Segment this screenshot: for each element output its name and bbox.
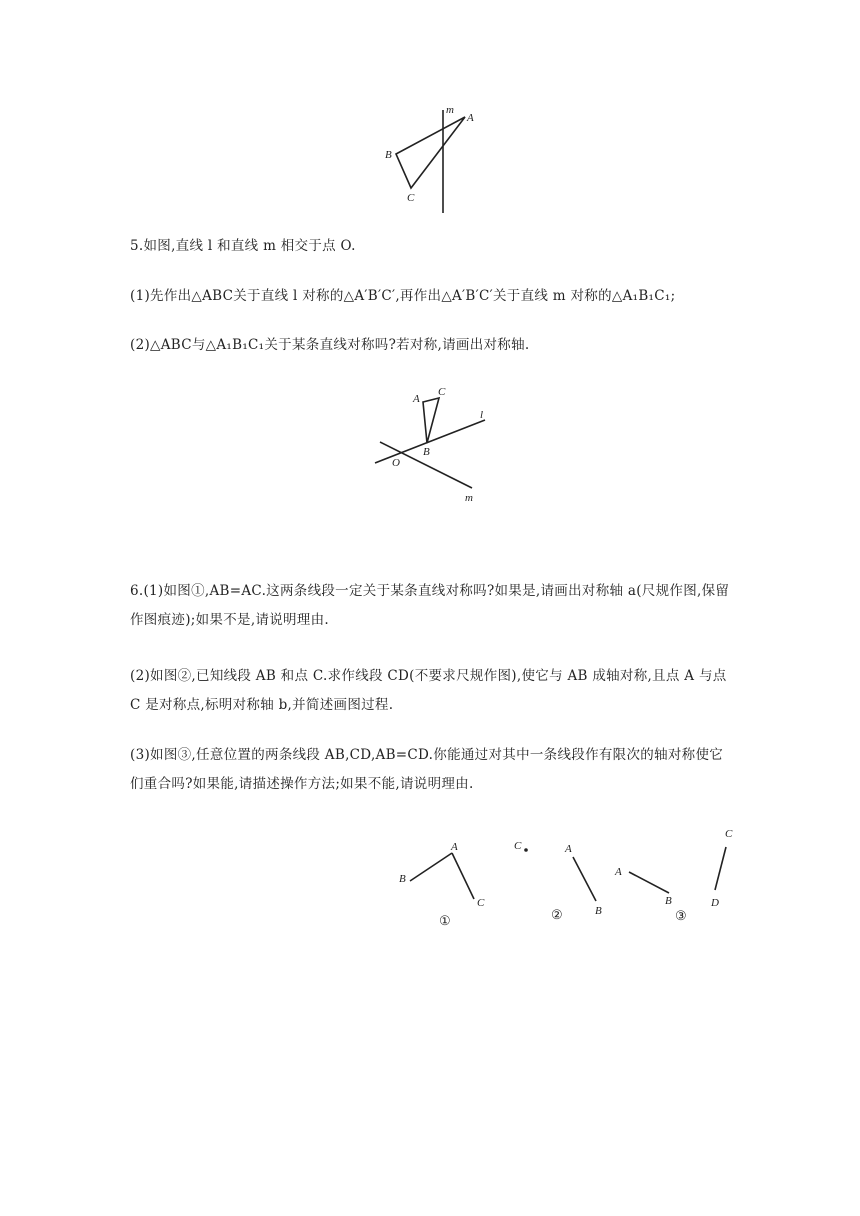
label-b: B: [423, 446, 430, 458]
label-c: C: [407, 192, 415, 204]
q6-part3: (3)如图③,任意位置的两条线段 AB,CD,AB=CD.你能通过对其中一条线段作有限次的轴对称使它们重合吗?如果能,请描述操作方法;如果不能,请说明理由.: [130, 747, 724, 792]
segment-ab: [410, 853, 452, 881]
label-a: A: [451, 841, 458, 853]
label-m: m: [446, 104, 454, 116]
q5-stem: 5.如图,直线 l 和直线 m 相交于点 O.: [130, 238, 356, 254]
segment-ab: [629, 872, 669, 893]
figure-triangle-line-m: [370, 100, 490, 220]
label-b: B: [399, 873, 406, 885]
q6-part2: (2)如图②,已知线段 AB 和点 C.求作线段 CD(不要求尺规作图),使它与 AB 成轴对称,且点 A 与点 C 是对称点,标明对称轴 b,并简述画图过程.: [130, 668, 727, 713]
label-a: A: [615, 866, 622, 878]
figure-q5-lines-lm: [365, 380, 495, 510]
label-b: B: [385, 149, 392, 161]
triangle-abc: [396, 117, 465, 188]
label-m: m: [465, 492, 473, 504]
label-c: C: [438, 386, 446, 398]
figure-q6-panel-1: [390, 835, 500, 935]
label-c: C: [725, 828, 733, 840]
q6-part1: 6.(1)如图①,AB=AC.这两条线段一定关于某条直线对称吗?如果是,请画出对称轴 a(尺规作图,保留作图痕迹);如果不是,请说明理由.: [130, 583, 730, 628]
q5-part2: (2)△ABC与△A₁B₁C₁关于某条直线对称吗?若对称,请画出对称轴.: [130, 337, 530, 353]
point-c: [524, 848, 528, 852]
segment-ab: [573, 857, 596, 901]
label-d: D: [711, 897, 719, 909]
label-o: O: [392, 457, 400, 469]
panel-label-3: ③: [675, 908, 687, 923]
label-a: A: [467, 112, 474, 124]
panel-label-1: ①: [439, 913, 451, 928]
q5-part1: (1)先作出△ABC关于直线 l 对称的△A′B′C′,再作出△A′B′C′关于直线 m 对称的△A₁B₁C₁;: [130, 288, 676, 304]
label-c: C: [477, 897, 485, 909]
label-b: B: [665, 895, 672, 907]
label-c: C: [514, 840, 522, 852]
label-a: A: [565, 843, 572, 855]
segment-ac: [452, 853, 474, 899]
label-a: A: [413, 393, 420, 405]
label-b: B: [595, 905, 602, 917]
figure-q6-panel-2: [505, 830, 605, 930]
figure-q6-panel-3: [610, 820, 750, 930]
label-l: l: [480, 409, 484, 421]
segment-cd: [715, 847, 726, 890]
triangle-abc: [423, 398, 439, 443]
panel-label-2: ②: [551, 907, 563, 922]
